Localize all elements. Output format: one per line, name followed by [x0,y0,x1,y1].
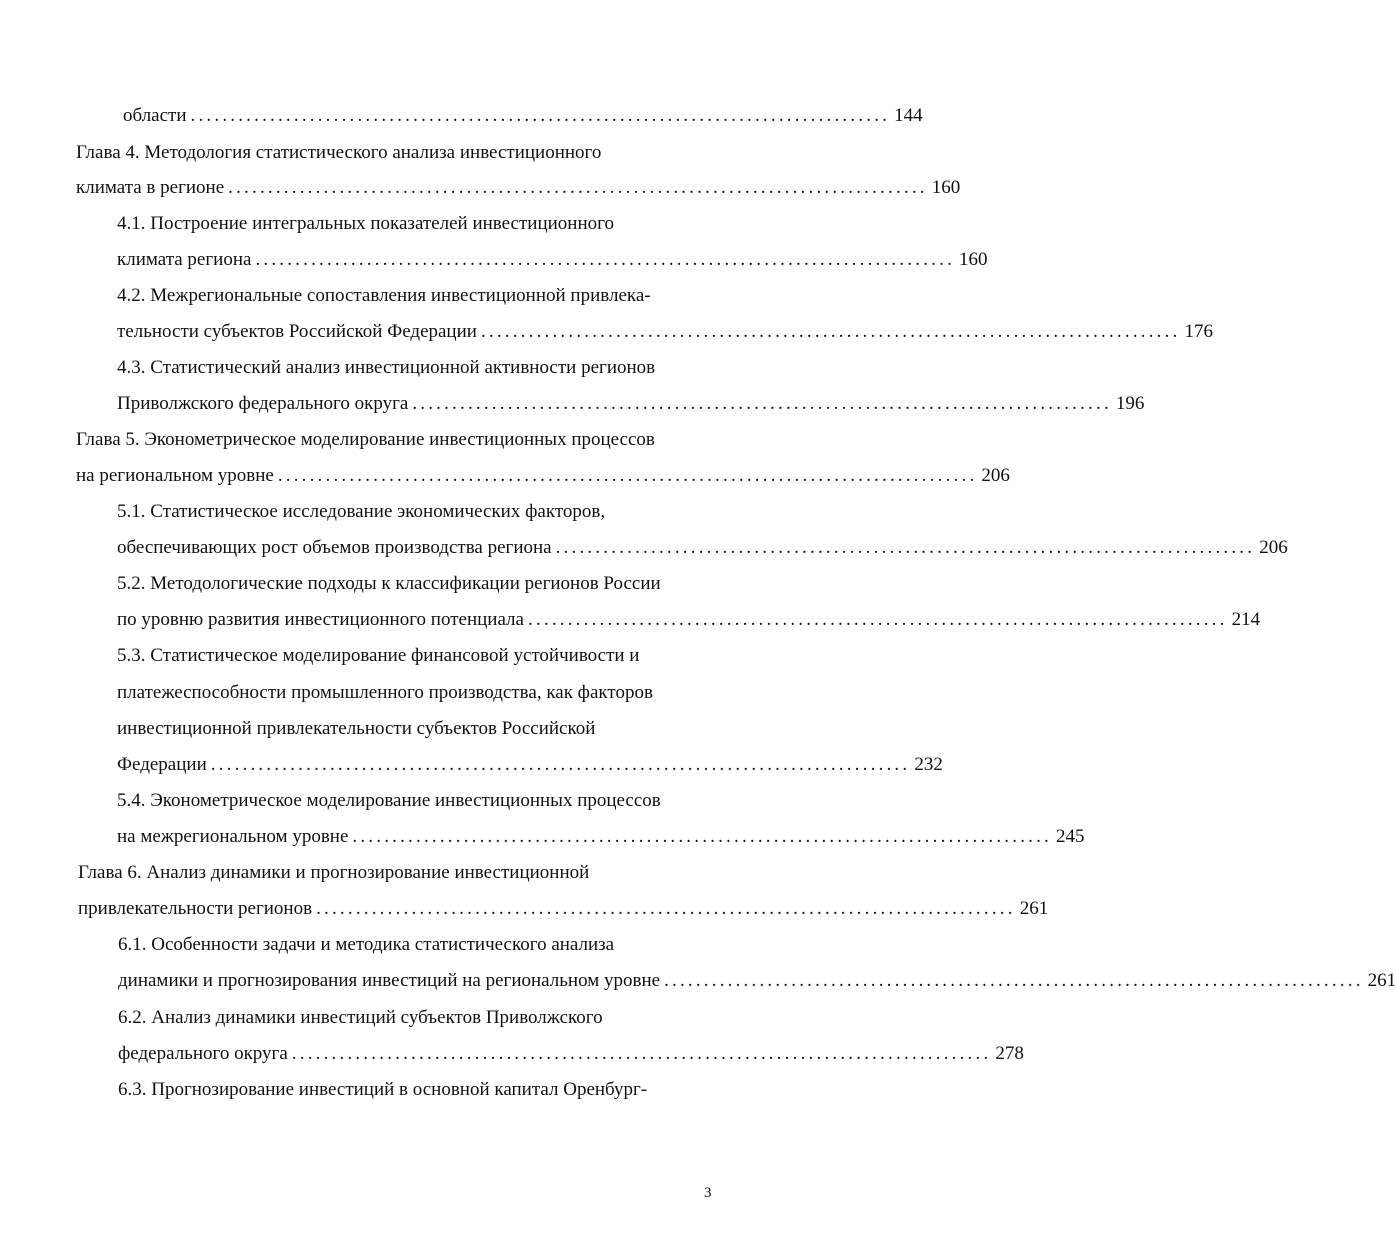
leader-dots: ........................................................................................ [480,321,1181,342]
toc-page-number: 206 [1259,537,1288,558]
leader-dots: ........................................................................................ [255,249,956,270]
toc-entry[interactable] [76,462,1010,490]
toc-section-title[interactable]: 5.3. Статистическое моделирование финансовой устойчивости и [117,645,640,666]
toc-section-title[interactable]: 6.3. Прогнозирование инвестиций в основной капитал Оренбург- [118,1079,648,1100]
toc-entry-title: на межрегиональном уровне [117,826,349,847]
leader-dots: ........................................................................................ [664,970,1364,991]
toc-page-number: 261 [1019,898,1049,919]
leader-dots: ........................................................................................ [352,826,1053,847]
leader-dots: ........................................................................................ [527,609,1228,630]
toc-page-number: 206 [981,465,1010,486]
toc-entry[interactable] [76,174,961,202]
toc-entry[interactable] [117,318,1214,346]
toc-section-title[interactable]: 4.3. Статистический анализ инвестиционной активности регионов [117,357,656,378]
toc-section-title[interactable]: 5.1. Статистическое исследование экономических факторов, [117,501,606,522]
toc-entry[interactable] [123,102,923,130]
toc-page-number: 160 [959,249,988,270]
leader-dots: ........................................................................................ [555,537,1256,558]
leader-dots: ........................................................................................ [210,754,911,775]
toc-section-title[interactable]: 4.1. Построение интегральных показателей инвестиционного [117,213,614,234]
toc-entry[interactable] [117,751,943,779]
toc-chapter-title[interactable]: Глава 5. Эконометрическое моделирование инвестиционных процессов [76,429,655,450]
toc-section-title-cont: инвестиционной привлекательности субъектов Российской [117,718,596,739]
toc-entry-title: федерального округа [118,1043,288,1064]
leader-dots: ........................................................................................ [277,465,978,486]
toc-entry-title: Федерации [117,754,207,775]
toc-page-number: 160 [931,177,961,198]
toc-page-number: 176 [1184,321,1214,342]
leader-dots: ........................................................................................ [412,393,1112,414]
toc-entry[interactable] [117,606,1261,634]
toc-page-number: 144 [894,105,923,126]
toc-entry[interactable] [117,390,1145,418]
toc-entry-title: динамики и прогнозирования инвестиций на региональном уровне [118,970,661,991]
toc-section-title[interactable]: 5.2. Методологические подходы к классификации регионов России [117,573,661,594]
toc-section-title-cont: платежеспособности промышленного производства, как факторов [117,682,653,703]
toc-entry[interactable] [118,967,1396,995]
toc-page-number: 245 [1056,826,1085,847]
toc-entry[interactable] [117,823,1085,851]
toc-page-number: 261 [1367,970,1396,991]
page-number: 3 [704,1185,712,1201]
toc-page-number: 196 [1115,393,1145,414]
toc-chapter-title[interactable]: Глава 4. Методология статистического анализа инвестиционного [76,142,602,163]
toc-entry-title: климата региона [117,249,252,270]
toc-entry[interactable] [117,534,1288,562]
leader-dots: ........................................................................................ [228,177,928,198]
toc-section-title[interactable]: 5.4. Эконометрическое моделирование инвестиционных процессов [117,790,661,811]
toc-entry[interactable] [117,246,988,274]
toc-entry[interactable] [78,895,1049,923]
toc-page-number: 214 [1231,609,1261,630]
toc-entry-title: обеспечивающих рост объемов производства региона [117,537,552,558]
toc-section-title[interactable]: 6.2. Анализ динамики инвестиций субъектов Приволжского [118,1007,603,1028]
toc-section-title[interactable]: 4.2. Межрегиональные сопоставления инвестиционной привлека- [117,285,651,306]
toc-page-number: 278 [995,1043,1024,1064]
leader-dots: ........................................................................................ [291,1043,992,1064]
toc-entry-title: области [123,105,187,126]
toc-entry-title: привлекательности регионов [78,898,313,919]
leader-dots: ........................................................................................ [316,898,1016,919]
toc-page-number: 232 [914,754,943,775]
toc-entry-title: на региональном уровне [76,465,274,486]
toc-section-title[interactable]: 6.1. Особенности задачи и методика статистического анализа [118,934,615,955]
toc-entry-title: по уровню развития инвестиционного потенциала [117,609,524,630]
toc-entry[interactable] [118,1040,1024,1068]
toc-entry-title: климата в регионе [76,177,225,198]
toc-entry-title: Приволжского федерального округа [117,393,409,414]
toc-chapter-title[interactable]: Глава 6. Анализ динамики и прогнозирование инвестиционной [78,862,590,883]
toc-entry-title: тельности субъектов Российской Федерации [117,321,477,342]
leader-dots: ........................................................................................ [190,105,891,126]
